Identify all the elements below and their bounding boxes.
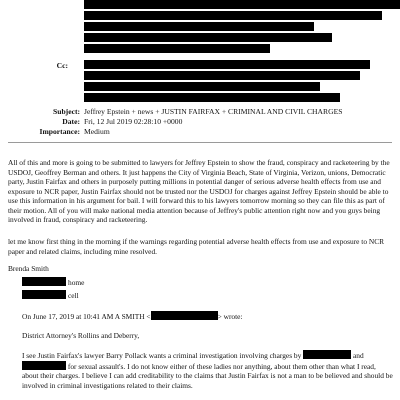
redacted-cc [84,71,360,80]
quoted-text: for sexual assault's. I do not know either of these ladies nor anything, about them other than what I read, about their charges. I believe I can add creditability to the claims that Justin Fairfax is not a man to be believed and should be involved in criminal investigations related to their claims. [22,361,393,390]
subject-label: Subject: [53,107,80,116]
quoted-intro-text: On June 17, 2019 at 10:41 AM A SMITH < [22,312,151,321]
redacted-recipient [84,44,270,53]
redacted-cell-phone [22,290,66,299]
redacted-email [151,311,218,320]
home-label: home [68,278,85,287]
signature: Brenda Smith [8,264,49,273]
redacted-recipient [84,0,400,9]
date-value: Fri, 12 Jul 2019 02:28:10 +0000 [84,117,183,126]
redacted-cc [84,60,370,69]
quoted-intro [22,311,243,321]
quoted-intro-tail: > wrote: [217,312,243,321]
redacted-home-phone [22,277,66,286]
redacted-cc [84,93,340,102]
quoted-greeting: District Attorney's Rollins and Deberry, [22,331,140,340]
redacted-name [22,361,66,370]
redacted-recipient [84,22,314,31]
cell-label: cell [68,291,79,300]
importance-value: Medium [84,127,110,136]
redacted-recipient [84,33,332,42]
redacted-recipient [84,11,382,20]
importance-label: Importance: [39,127,80,136]
quoted-text: and [353,351,364,360]
date-label: Date: [62,117,80,126]
body-paragraph: All of this and more is going to be submitted to lawyers for Jeffrey Epstein to show the fraud, conspiracy and racketeering by the USDOJ, Geoffrey Berman and others. It just happens the City of Virginia Beach, State of Virginia, Verizon, unions, Democratic party, Justin Fairfax and others in purposely putting millions in potential danger of serious adverse health effects from use and exposure to NCR paper, Justin Fairfax should not be trusted nor the USDOJ for charges against Jeffrey Epstein should be able to use this information in his argument for bail. I will forward this to his lawyers tomorrow morning so they can file this as part of their motion. All of you will make national media attention because of Jeffrey's public attention right now and you guys being involved in fraud, conspiracy and racketeering. [8,158,390,224]
body-paragraph: let me know first thing in the morning if the warnings regarding potential adverse health effects from use and exposure to NCR paper and related claims, including mine resolved. [8,237,385,256]
quoted-paragraph [22,350,394,390]
redacted-cc [84,82,320,91]
quoted-text: I see Justin Fairfax's lawyer Barry Pollack wants a criminal investigation involving charges by [22,351,302,360]
cc-label: Cc: [56,61,68,70]
subject-value: Jeffrey Epstein + news + JUSTIN FAIRFAX + CRIMINAL AND CIVIL CHARGES [84,107,343,116]
redacted-name [303,350,351,359]
header-divider [8,142,392,143]
